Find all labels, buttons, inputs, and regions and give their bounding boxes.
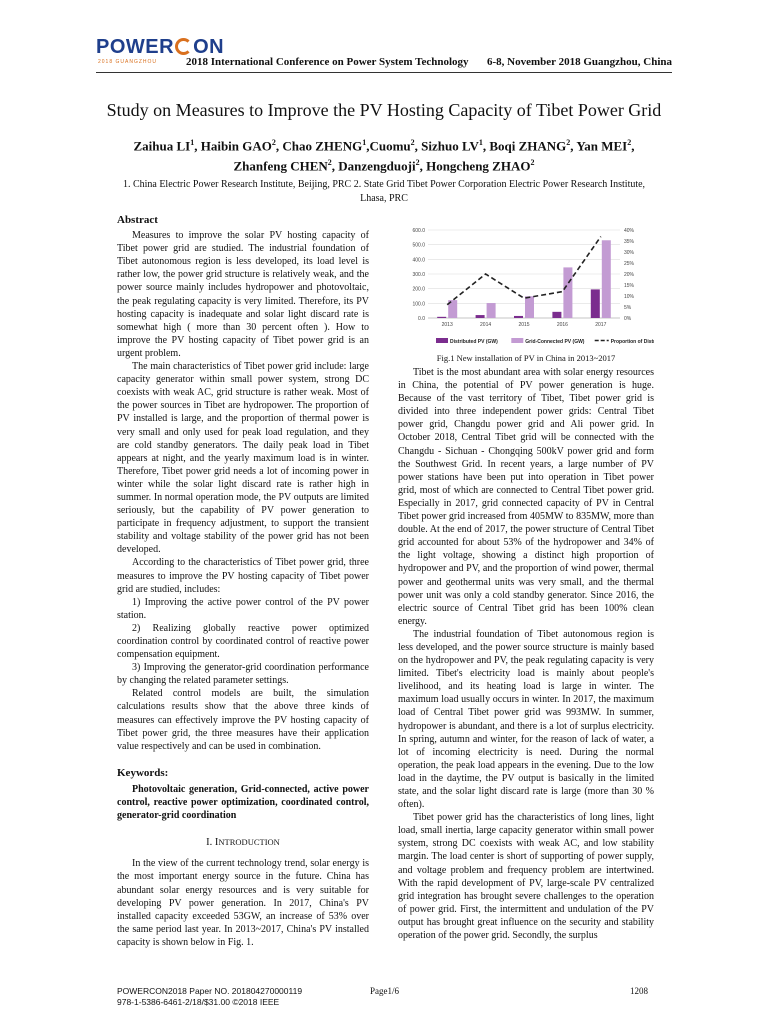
conference-name: 2018 International Conference on Power System Technology xyxy=(186,56,469,68)
bar-grid-connected-pv xyxy=(602,240,611,318)
keywords-text: Photovoltaic generation, Grid-connected, active power control, reactive power optimization, coordinated control, generator-grid coordination xyxy=(117,783,369,822)
y-tick-label-right: 5% xyxy=(624,305,632,311)
bar-grid-connected-pv xyxy=(563,267,572,318)
author-affiliation-mark: 1 xyxy=(362,138,367,147)
bar-grid-connected-pv xyxy=(487,303,496,318)
author-affiliation-mark: 1 xyxy=(190,138,195,147)
author-affiliation-mark: 2 xyxy=(327,158,332,168)
header-divider xyxy=(96,72,672,73)
author-name: Cuomu xyxy=(369,138,411,154)
y-tick-label-left: 400.0 xyxy=(412,257,425,264)
author-separator: , xyxy=(331,158,339,174)
author-affiliation-mark: 1 xyxy=(478,138,483,147)
logo-text-on: ON xyxy=(193,36,225,58)
bar-distributed-pv xyxy=(514,316,523,318)
footer-isbn: 978-1-5386-6461-2/18/$31.00 ©2018 IEEE xyxy=(117,997,280,1007)
logo-subtitle: 2018 GUANGZHOU xyxy=(98,59,158,65)
abstract-heading: Abstract xyxy=(117,214,158,226)
y-tick-label-right: 40% xyxy=(624,228,635,234)
intro-paragraph: In the view of the current technology trend, solar energy is the most important energy source in the future. China has abundant solar energy resources and is very suitable for developing PV power generation. In 2017, China's PV installed capacity exceeded 53GW, an increase of 53% over the same period last year. In 2013~2017, China's PV installed capacity is shown below in Fig. 1. xyxy=(117,858,369,948)
bar-grid-connected-pv xyxy=(525,296,534,318)
y-tick-label-left: 200.0 xyxy=(412,286,425,293)
author-affiliation-mark: 2 xyxy=(415,158,420,168)
legend-label: Grid-Connected PV (GW) xyxy=(525,339,585,345)
author-separator: , xyxy=(366,138,370,154)
body-paragraph: Tibet is the most abundant area with solar energy resources in China, the potential of PV power generation is huge. Because of the vast territory of Tibet, Tibet power grid is divided into three independent power grids: Central Tibet power grid, Changdu power grid and Ali power grid. In October 2018, Central Tibet grid will be connected with the Changdu - Sichuan - Chongqing 500kV power grid and form the Southwest Grid. In recent years, a large number of PV power stations have been put into operation in Tibet power grid, most of which are connected to Central Tibet power grid. Especially in 2017, grid connected capacity of PV in Central Tibet power grid increased from 405MW to 835MW, more than double. At the end of 2017, the power structure of Central Tibet grid accounted for about 53% of the hydropower and 34% of the light voltage, showing a distinct high proportion of hydropower and PV, and the proportion of wind power, thermal power and geothermal units was very small, and the thermal power unit was only a cold standby generator. Since 2016, the electric source of Central Tibet grid has been 100% clean energy. xyxy=(398,367,654,627)
abstract-paragraph: Measures to improve the solar PV hosting capacity of Tibet power grid are studied. The industrial foundation of Tibet autonomous region is less developed, its load level is rather low, the power grid structure is relatively weak, and the power source mainly includes hydropower and photovoltaic, the peak regulating capacity is very limited. Therefore, its PV hosting capacity is inadequate and solar light discard rate is somewhat high ( more than 30 percent often ). How to improve the PV hosting capacity of Tibet power grid is an urgent problem. xyxy=(117,230,369,359)
author-separator: , xyxy=(570,138,577,154)
y-tick-label-right: 30% xyxy=(624,250,635,256)
author-affiliation-mark: 2 xyxy=(566,138,571,147)
section-heading-initial: I xyxy=(214,837,219,849)
logo-ring-icon xyxy=(175,38,192,55)
y-tick-label-right: 25% xyxy=(624,261,635,267)
author-name: Boqi ZHANG xyxy=(489,138,567,154)
abstract-paragraph: Related control models are built, the simulation calculations results show that the above three kinds of measures can effectively improve the PV hosting capacity of Tibet power grid, the three measures have their application value respectively and can be used in combination. xyxy=(117,688,369,752)
figure-1 xyxy=(398,224,654,352)
footer-paper-info xyxy=(117,986,302,1008)
y-tick-label-left: 600.0 xyxy=(412,228,425,234)
bar-distributed-pv xyxy=(476,315,485,318)
bar-distributed-pv xyxy=(437,317,446,318)
paper-title: Study on Measures to Improve the PV Hosting Capacity of Tibet Power Grid xyxy=(106,100,662,120)
affiliations: 1. China Electric Power Research Institute, Beijing, PRC 2. State Grid Tibet Power Corporation Electric Power Research Institute, Lhasa, PRC xyxy=(122,179,646,204)
author-separator: , xyxy=(482,138,490,154)
legend-swatch xyxy=(511,338,523,343)
author-name: Chao ZHENG xyxy=(282,138,363,154)
footer-page-number: 1208 xyxy=(630,986,648,996)
left-column xyxy=(117,214,369,949)
footer-paper-number: POWERCON2018 Paper NO. 201804270000119 xyxy=(117,986,303,996)
x-tick-label: 2017 xyxy=(595,322,607,328)
section-numeral: I. xyxy=(206,837,213,849)
abstract-paragraph: The main characteristics of Tibet power grid include: large capacity generator within small power system, strong DC coexists with weak AC, grid structure is rather weak. Most of the power sources in Tibet are hydropower. The proportion of PV installed is large, and the proportion of thermal power is very small and only used for peak load regulation, and they are cold standby generators. The daily peak load in Tibet appears at night, and the yearly maximum load is in winter. Therefore, Tibet power grid needs a lot of incoming power in winter while the solar light discard rate is rather high in summer. In normal operation mode, the PV outputs are limited seriously, but the capability of PV power generation to participate in frequency adjustment, to support the transient stability and voltage stability of the power grid has not been developed. xyxy=(117,361,369,556)
author-name: Danzengduoji xyxy=(338,158,416,174)
y-tick-label-right: 15% xyxy=(624,283,635,289)
author-name: Hongcheng ZHAO xyxy=(426,158,531,174)
author-name: Zaihua LI xyxy=(133,138,191,154)
author-list xyxy=(116,134,652,175)
y-tick-label-left: 500.0 xyxy=(412,242,425,249)
section-title-introduction xyxy=(117,836,369,849)
x-tick-label: 2014 xyxy=(480,322,492,328)
x-tick-label: 2013 xyxy=(441,322,453,328)
y-tick-label-right: 35% xyxy=(624,239,635,245)
page-header xyxy=(96,34,672,68)
x-tick-label: 2015 xyxy=(518,322,530,328)
author-name: Zhanfeng CHEN xyxy=(233,158,328,174)
author-separator: , xyxy=(414,138,422,154)
author-name: Haibin GAO xyxy=(200,138,272,154)
y-tick-label-left: 0.0 xyxy=(418,316,425,322)
abstract-paragraph: According to the characteristics of Tibet power grid, three measures to improve the PV hosting capacity of Tibet power grid are studied, includes: xyxy=(117,557,369,595)
legend-label: Distributed PV (GW) xyxy=(450,339,498,345)
proportion-line xyxy=(447,237,601,305)
logo-text-power: POWER xyxy=(96,36,175,58)
figure-caption: Fig.1 New installation of PV in China in 2013~2017 xyxy=(436,353,616,363)
y-tick-label-right: 10% xyxy=(624,294,635,300)
pv-installation-chart xyxy=(398,224,654,352)
x-tick-label: 2016 xyxy=(556,322,568,328)
y-tick-label-left: 100.0 xyxy=(412,301,425,308)
y-tick-label-left: 300.0 xyxy=(412,272,425,278)
y-tick-label-right: 0% xyxy=(624,316,632,322)
keywords-heading: Keywords: xyxy=(117,766,169,779)
conference-date-place: 6-8, November 2018 Guangzhou, China xyxy=(487,56,672,68)
y-tick-label-right: 20% xyxy=(624,272,635,278)
author-affiliation-mark: 2 xyxy=(410,138,415,147)
author-separator: , xyxy=(275,138,283,154)
right-column xyxy=(398,366,654,942)
author-affiliation-mark: 2 xyxy=(627,138,632,147)
legend-label: Proportion of Distr. xyxy=(610,339,654,345)
bar-distributed-pv xyxy=(591,289,600,318)
author-separator: , xyxy=(631,138,635,154)
abstract-list-item: 3) Improving the generator-grid coordination performance by changing the related parameter settings. xyxy=(117,662,369,687)
legend-swatch xyxy=(436,338,448,343)
author-name: Yan MEI xyxy=(576,138,628,154)
body-paragraph: Tibet power grid has the characteristics of long lines, light load, small inertia, large capacity generator within small power system, strong DC coexists with weak AC, and low stability margin. The load center is short of supporting of power supply, and voltage problem and frequency problem are intertwined. With the rapid development of PV, large-scale PV centralized grid integration has brought severe challenges to the operation of power grid. First, the intermittent and undulation of the PV output has brought great influence on the security and stability operation of the power grid. Secondly, the surplus xyxy=(398,812,654,942)
footer-page: Page1/6 xyxy=(370,986,399,996)
bar-distributed-pv xyxy=(552,312,561,318)
section-heading-rest: NTRODUCTION xyxy=(218,837,280,848)
author-name: Sizhuo LV xyxy=(421,138,479,154)
abstract-list-item: 1) Improving the active power control of the PV power station. xyxy=(117,596,369,621)
abstract-list-item: 2) Realizing globally reactive power optimized coordination control by coordinated control of reactive power compensation equipment. xyxy=(117,622,369,661)
author-separator: , xyxy=(194,138,201,154)
author-affiliation-mark: 2 xyxy=(271,138,276,147)
author-separator: , xyxy=(419,158,427,174)
body-paragraph: The industrial foundation of Tibet autonomous region is less developed, and the power source structure is mainly based on the hydropower and PV, the peak regulating capacity is very limited. Tibet's electricity load is mainly about people's livelihood, and its heating load is large in winter. The maximum load usually occurs in winter. In 2017, the maximum load of Central Tibet power grid was 993MW. In summer, hydropower is abundant, and there is a lot of surplus electricity. In spring, autumn and winter, for the reason of lack of water, a lot of incoming electricity is need. During the normal operation, the peak load appears in the evening. Due to the low load in the daytime, the PV output is basically in the limited state, and the solar light discard rate is large (more than 30 % often). xyxy=(398,628,654,811)
author-affiliation-mark: 2 xyxy=(530,158,535,168)
